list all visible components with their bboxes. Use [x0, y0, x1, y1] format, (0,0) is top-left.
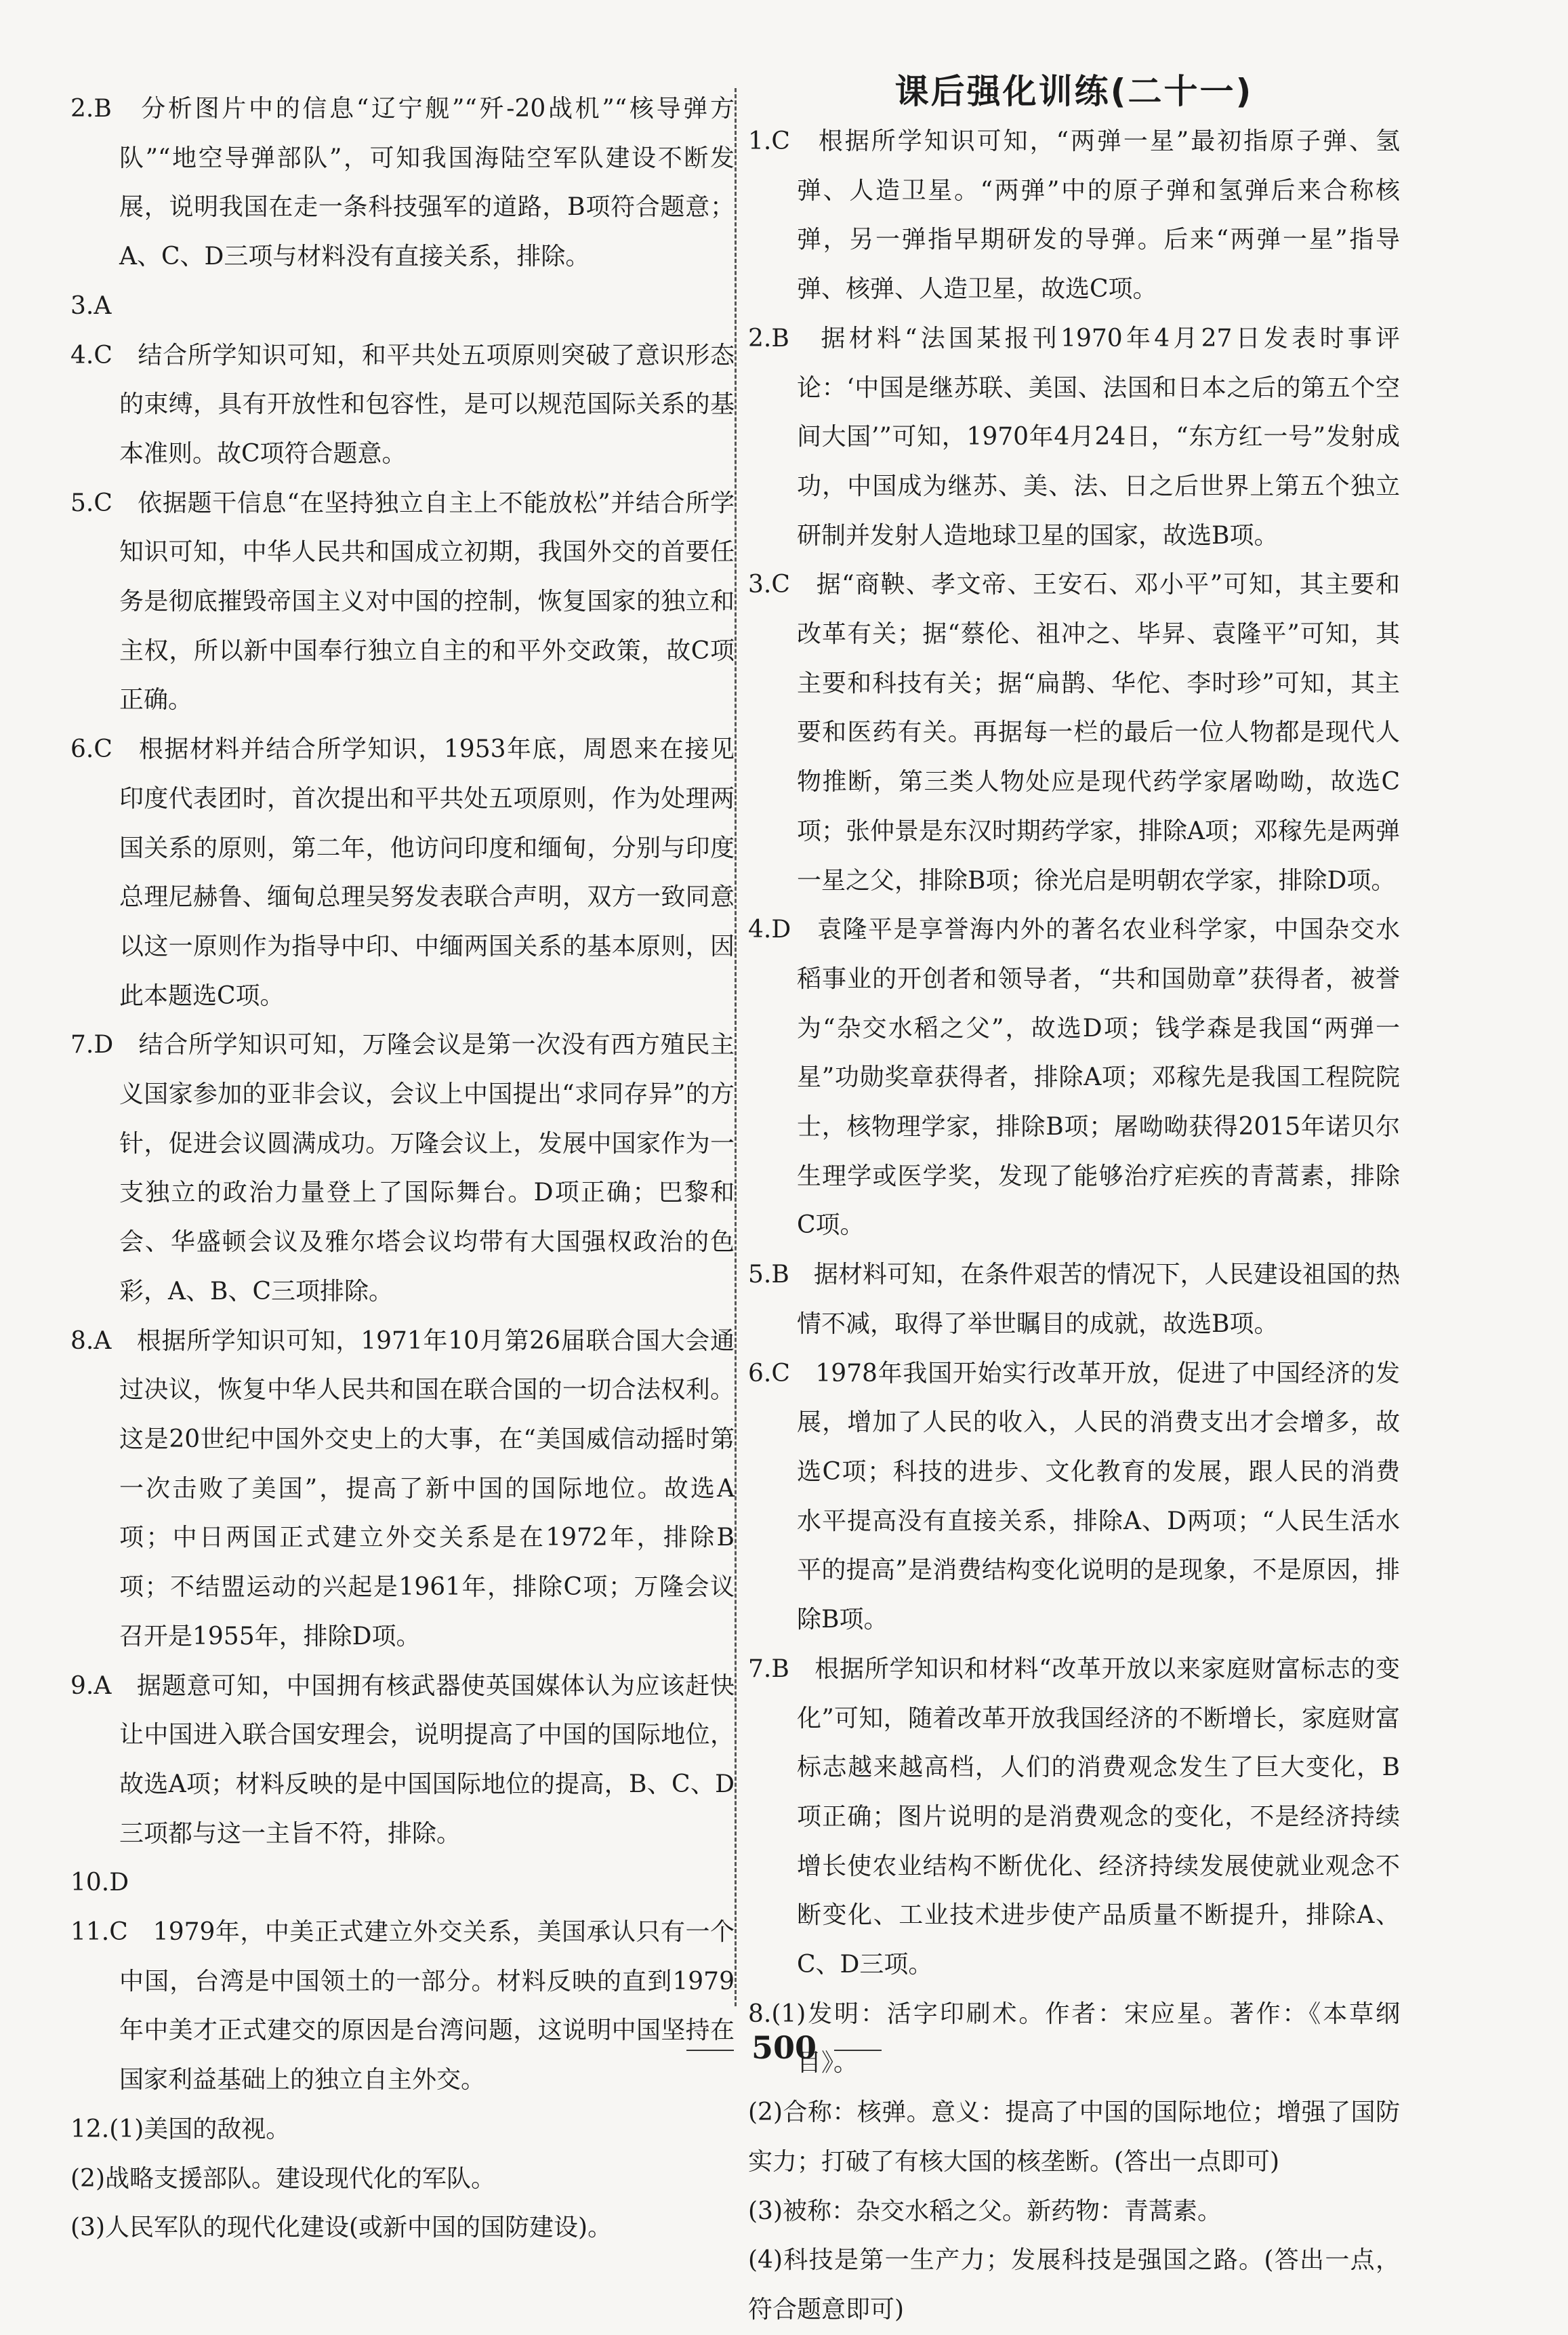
right-answer-list: [748, 117, 1400, 2335]
right-answer-item: 5.B 据材料可知，在条件艰苦的情况下，人民建设祖国的热情不减，取得了举世瞩目的成就，故选B项。: [748, 1261, 1400, 1338]
right-answer-item: 1.C 根据所学知识可知，“两弹一星”最初指原子弹、氢弹、人造卫星。“两弹”中的原子弹和氢弹后来合称核弹，另一弹指早期研发的导弹。后来“两弹一星”指导弹、核弹、人造卫星，故选C项。: [748, 127, 1400, 304]
left-answer-item: 2.B 分析图片中的信息“辽宁舰”“歼-20战机”“核导弹方队”“地空导弹部队”，可知我国海陆空军队建设不断发展，说明我国在走一条科技强军的道路，B项符合题意；A、C、D三项与材料没有直接关系，排除。: [70, 95, 735, 271]
left-answer-item: (3)人民军队的现代化建设(或新中国的国防建设)。: [70, 2214, 613, 2242]
left-answer-item: 9.A 据题意可知，中国拥有核武器使英国媒体认为应该赶快让中国进入联合国安理会，说明提高了中国的国际地位，故选A项；材料反映的是中国国际地位的提高，B、C、D三项都与这一主旨不符，排除。: [70, 1671, 735, 1848]
left-answer-item: 6.C 根据材料并结合所学知识，1953年底，周恩来在接见印度代表团时，首次提出和平共处五项原则，作为处理两国关系的原则，第二年，他访问印度和缅甸，分别与印度总理尼赫鲁、缅甸总理吴努发表联合声明，双方一致同意以这一原则作为指导中印、中缅两国关系的基本原则，因此本题选C项。: [70, 735, 735, 1010]
right-answer-item: (3)被称：杂交水稻之父。新药物：青蒿素。: [748, 2197, 1222, 2225]
right-answer-item: 8.(1)发明：活字印刷术。作者：宋应星。著作：《本草纲目》。: [748, 1999, 1400, 2077]
right-answer-item: 2.B 据材料“法国某报刊1970年4月27日发表时事评论：‘中国是继苏联、美国、法国和日本之后的第五个空间大国’”可知，1970年4月24日，“东方红一号”发射成功，中国成为继苏、美、法、日之后世界上第五个独立研制并发射人造地球卫星的国家，故选B项。: [748, 324, 1400, 550]
left-answer-item: (2)战略支援部队。建设现代化的军队。: [70, 2164, 495, 2193]
section-title: 课后强化训练(二十一): [894, 72, 1254, 111]
right-answer-item: 4.D 袁隆平是享誉海内外的著名农业科学家，中国杂交水稻事业的开创者和领导者，“共和国勋章”获得者，被誉为“杂交水稻之父”，故选D项；钱学森是我国“两弹一星”功勋奖章获得者，排除A项；邓稼先是我国工程院院士，核物理学家，排除B项；屠呦呦获得2015年诺贝尔生理学或医学奖，发现了能够治疗疟疾的青蒿素，排除C项。: [748, 916, 1400, 1240]
left-answer-item: 3.A: [70, 291, 112, 320]
left-column: [70, 85, 735, 2253]
right-answer-item: 7.B 根据所学知识和材料“改革开放以来家庭财富标志的变化”可知，随着改革开放我国经济的不断增长，家庭财富标志越来越高档，人们的消费观念发生了巨大变化，B项正确；图片说明的是消费观念的变化，不是经济持续增长使农业结构不断优化、经济持续发展使就业观念不断变化、工业技术进步使产品质量不断提升，排除A、C、D三项。: [748, 1654, 1400, 1979]
column-divider: [735, 88, 737, 2006]
footer-rule-left: [686, 2050, 734, 2051]
left-answer-item: 4.C 结合所学知识可知，和平共处五项原则突破了意识形态的束缚，具有开放性和包容性，是可以规范国际关系的基本准则。故C项符合题意。: [70, 341, 735, 468]
left-answer-item: 12.(1)美国的敌视。: [70, 2115, 291, 2143]
right-answer-item: (2)合称：核弹。意义：提高了中国的国际地位；增强了国防实力；打破了有核大国的核垄断。(答出一点即可): [748, 2098, 1400, 2176]
left-answer-item: 10.D: [70, 1869, 129, 1897]
right-column: [748, 72, 1400, 2335]
right-answer-item: (4)科技是第一生产力；发展科技是强国之路。(答出一点，符合题意即可): [748, 2246, 1400, 2323]
left-answer-item: 5.C 依据题干信息“在坚持独立自主上不能放松”并结合所学知识可知，中华人民共和国成立初期，我国外交的首要任务是彻底摧毁帝国主义对中国的控制，恢复国家的独立和主权，所以新中国奉行独立自主的和平外交政策，故C项正确。: [70, 489, 735, 714]
right-answer-item: 6.C 1978年我国开始实行改革开放，促进了中国经济的发展，增加了人民的收入，人民的消费支出才会增多，故选C项；科技的进步、文化教育的发展，跟人民的消费水平提高没有直接关系，排除A、D两项；“人民生活水平的提高”是消费结构变化说明的是现象，不是原因，排除B项。: [748, 1359, 1400, 1634]
page-footer: [0, 2029, 1568, 2066]
right-answer-item: 3.C 据“商鞅、孝文帝、王安石、邓小平”可知，其主要和改革有关；据“蔡伦、祖冲之、毕昇、袁隆平”可知，其主要和科技有关；据“扁鹊、华佗、李时珍”可知，其主要和医药有关。再据每一栏的最后一位人物都是现代人物推断，第三类人物处应是现代药学家屠呦呦，故选C项；张仲景是东汉时期药学家，排除A项；邓稼先是两弹一星之父，排除B项；徐光启是明朝农学家，排除D项。: [748, 571, 1400, 895]
left-answer-item: 8.A 根据所学知识可知，1971年10月第26届联合国大会通过决议，恢复中华人民共和国在联合国的一切合法权利。这是20世纪中国外交史上的大事，在“美国威信动摇时第一次击败了美国”，提高了新中国的国际地位。故选A项；中日两国正式建立外交关系是在1972年，排除B项；不结盟运动的兴起是1961年，排除C项；万隆会议召开是1955年，排除D项。: [70, 1326, 735, 1650]
left-answer-item: 11.C 1979年，中美正式建立外交关系，美国承认只有一个中国，台湾是中国领土的一部分。材料反映的直到1979年中美才正式建交的原因是台湾问题，这说明中国坚持在国家利益基础上的独立自主外交。: [70, 1918, 735, 2094]
footer-rule-right: [834, 2050, 882, 2051]
page-number: 500: [751, 2029, 817, 2066]
left-answer-item: 7.D 结合所学知识可知，万隆会议是第一次没有西方殖民主义国家参加的亚非会议，会议上中国提出“求同存异”的方针，促进会议圆满成功。万隆会议上，发展中国家作为一支独立的政治力量登上了国际舞台。D项正确；巴黎和会、华盛顿会议及雅尔塔会议均带有大国强权政治的色彩，A、B、C三项排除。: [70, 1031, 735, 1305]
